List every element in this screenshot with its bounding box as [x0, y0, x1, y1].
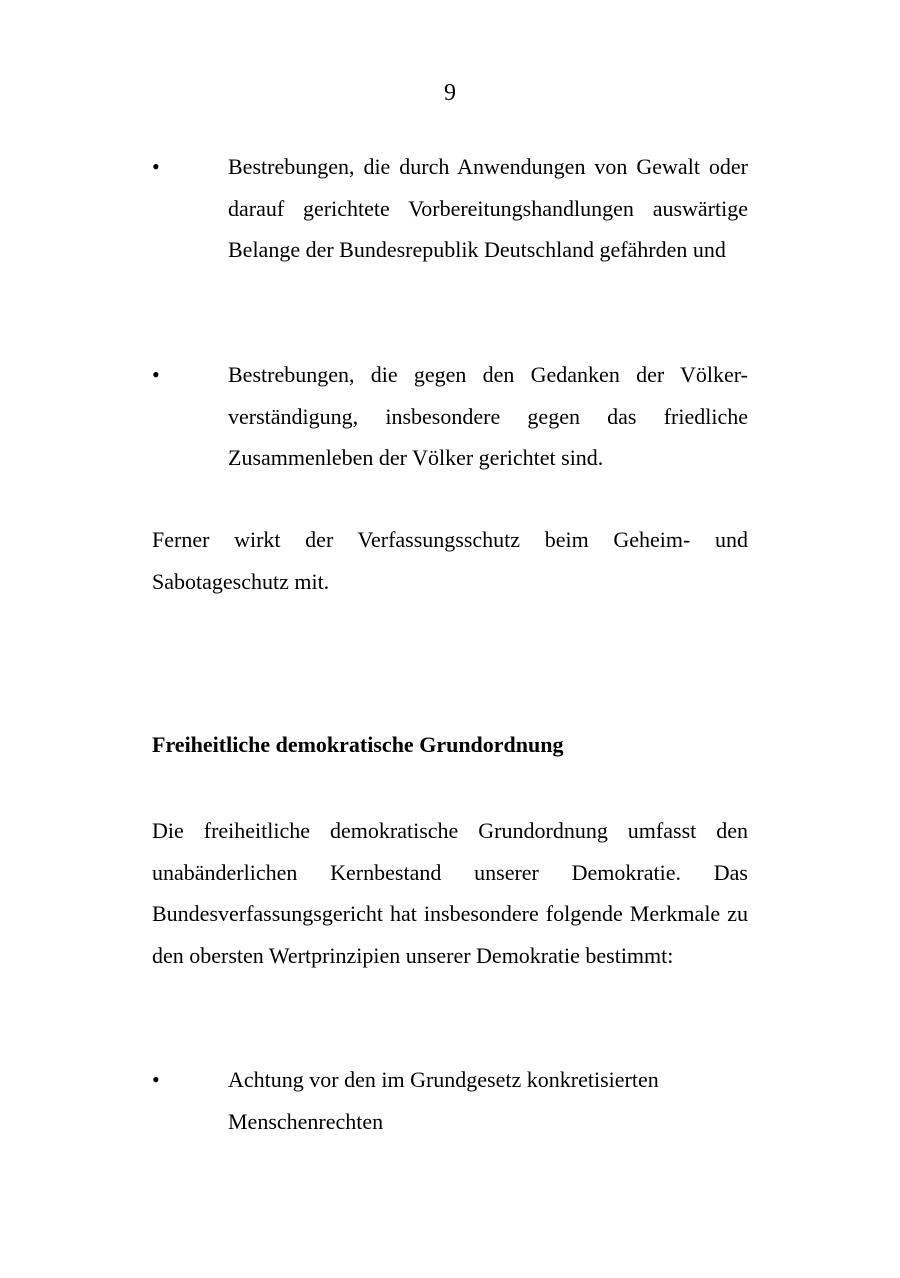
- bullet-icon: •: [152, 362, 160, 387]
- list-item: [152, 146, 748, 271]
- page-number: 9: [444, 80, 456, 106]
- bullet-icon: •: [152, 1067, 160, 1092]
- section-paragraph: Die freiheitliche demokratische Grundordnung umfasst den unabänderlichen Kernbestand unserer Demokratie. Das Bundesverfassungsgericht hat insbesondere folgende Merkmale zu den obersten Wertprinzipien unserer Demokratie bestimmt:: [152, 818, 748, 968]
- list-item-text: Achtung vor den im Grundgesetz konkretisierten Menschenrechten: [228, 1067, 659, 1134]
- paragraph: Ferner wirkt der Verfassungsschutz beim Geheim- und Sabotageschutz mit.: [152, 527, 748, 594]
- list-item: [152, 1059, 748, 1142]
- section-heading: Freiheitliche demokratische Grundordnung: [152, 732, 564, 757]
- list-item-text: Bestrebungen, die durch Anwendungen von Gewalt oder darauf gerichtete Vorbereitungshandlungen auswärtige Belange der Bundesrepublik Deutschland gefährden und: [228, 154, 748, 262]
- bullet-icon: •: [152, 154, 160, 179]
- list-item: [152, 354, 748, 479]
- list-item-text: Bestrebungen, die gegen den Gedanken der Völker-verständigung, insbesondere gegen das friedliche Zusammenleben der Völker gerichtet sind.: [228, 362, 748, 470]
